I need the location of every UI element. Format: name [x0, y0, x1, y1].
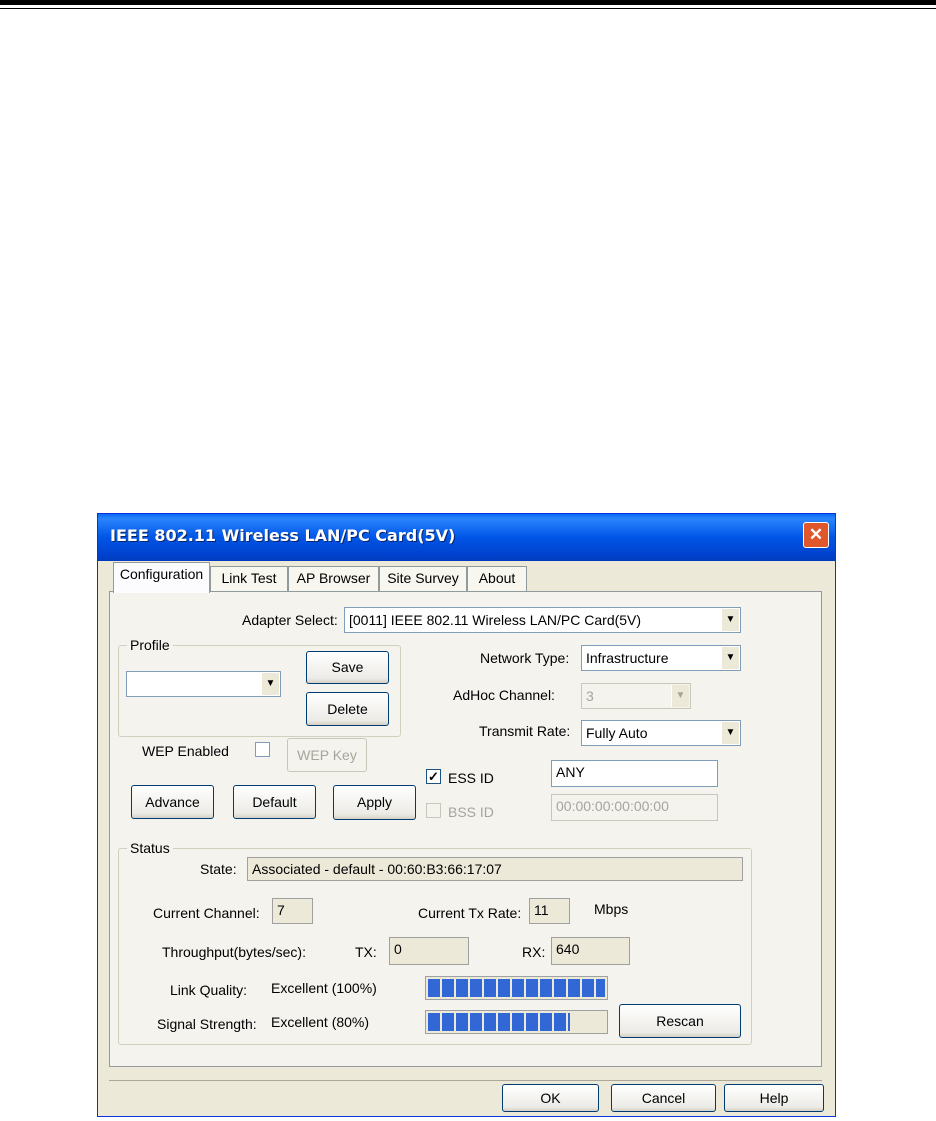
chevron-down-icon[interactable]: ▼: [261, 673, 279, 695]
wep-enabled-checkbox[interactable]: [255, 742, 270, 757]
default-button[interactable]: Default: [233, 785, 316, 819]
adapter-select-value: [0011] IEEE 802.11 Wireless LAN/PC Card(5V): [349, 612, 642, 628]
title-bar[interactable]: [98, 514, 835, 561]
link-quality-value: Excellent (100%): [271, 980, 377, 996]
network-type-label: Network Type:: [480, 650, 570, 666]
signal-strength-meter-fill: [428, 1013, 570, 1031]
signal-strength-label: Signal Strength:: [157, 1016, 257, 1032]
state-value: Associated - default - 00:60:B3:66:17:07: [247, 857, 743, 881]
throughput-label: Throughput(bytes/sec):: [162, 944, 306, 960]
wep-key-button: WEP Key: [287, 738, 367, 772]
bss-id-input: 00:00:00:00:00:00: [551, 794, 718, 821]
transmit-rate-label: Transmit Rate:: [479, 723, 571, 739]
current-tx-rate-label: Current Tx Rate:: [418, 905, 522, 921]
adhoc-channel-value: 3: [586, 688, 594, 704]
chevron-down-icon: ▼: [671, 685, 689, 707]
close-icon[interactable]: ✕: [803, 522, 829, 548]
transmit-rate-select[interactable]: [581, 720, 741, 746]
tx-rate-unit: Mbps: [594, 901, 629, 917]
rx-label: RX:: [522, 944, 546, 960]
chevron-down-icon[interactable]: ▼: [721, 647, 739, 669]
ess-id-checkbox[interactable]: ✓: [426, 769, 441, 784]
tab-link-test[interactable]: Link Test: [210, 566, 288, 591]
window-title: IEEE 802.11 Wireless LAN/PC Card(5V): [110, 526, 456, 545]
network-type-select[interactable]: [581, 645, 741, 671]
delete-button[interactable]: Delete: [306, 692, 389, 726]
ess-id-input[interactable]: ANY: [551, 760, 718, 787]
chevron-down-icon[interactable]: ▼: [721, 609, 739, 631]
ok-button[interactable]: OK: [502, 1084, 599, 1112]
tab-about[interactable]: About: [467, 566, 527, 591]
tab-site-survey[interactable]: Site Survey: [379, 566, 467, 591]
bss-id-label: BSS ID: [448, 804, 494, 820]
top-rule-thick: [0, 0, 936, 5]
top-rule-thin: [0, 8, 936, 9]
ess-id-label: ESS ID: [448, 770, 494, 786]
advance-button[interactable]: Advance: [131, 785, 214, 819]
current-channel-value: 7: [272, 898, 313, 924]
signal-strength-meter: [425, 1010, 608, 1034]
link-quality-meter: [425, 976, 608, 1000]
apply-button[interactable]: Apply: [333, 785, 416, 820]
adhoc-channel-select: [581, 683, 691, 709]
profile-group-title: Profile: [127, 637, 173, 653]
tab-configuration[interactable]: Configuration: [113, 562, 210, 593]
dialog-window: [97, 513, 836, 1117]
current-channel-label: Current Channel:: [153, 905, 260, 921]
link-quality-label: Link Quality:: [170, 982, 248, 998]
transmit-rate-value: Fully Auto: [586, 725, 648, 741]
footer-divider: [109, 1080, 822, 1081]
status-group-title: Status: [127, 840, 173, 856]
save-button[interactable]: Save: [306, 651, 389, 684]
adhoc-channel-label: AdHoc Channel:: [453, 687, 555, 703]
wep-enabled-label: WEP Enabled: [142, 743, 229, 759]
adapter-select-label: Adapter Select:: [242, 612, 338, 628]
rx-value: 640: [551, 937, 630, 965]
chevron-down-icon[interactable]: ▼: [721, 722, 739, 744]
configuration-panel: [109, 591, 822, 1067]
rescan-button[interactable]: Rescan: [619, 1004, 741, 1038]
tab-ap-browser[interactable]: AP Browser: [288, 566, 379, 591]
signal-strength-value: Excellent (80%): [271, 1014, 370, 1030]
network-type-value: Infrastructure: [586, 650, 669, 666]
tx-label: TX:: [355, 944, 377, 960]
link-quality-meter-fill: [428, 979, 605, 997]
current-tx-rate-value: 11: [529, 898, 570, 924]
bss-id-checkbox: [426, 803, 441, 818]
tx-value: 0: [389, 937, 469, 965]
cancel-button[interactable]: Cancel: [611, 1084, 716, 1112]
help-button[interactable]: Help: [724, 1084, 824, 1112]
state-label: State:: [200, 861, 237, 877]
profile-select[interactable]: [126, 671, 281, 697]
adapter-select[interactable]: [344, 607, 741, 633]
